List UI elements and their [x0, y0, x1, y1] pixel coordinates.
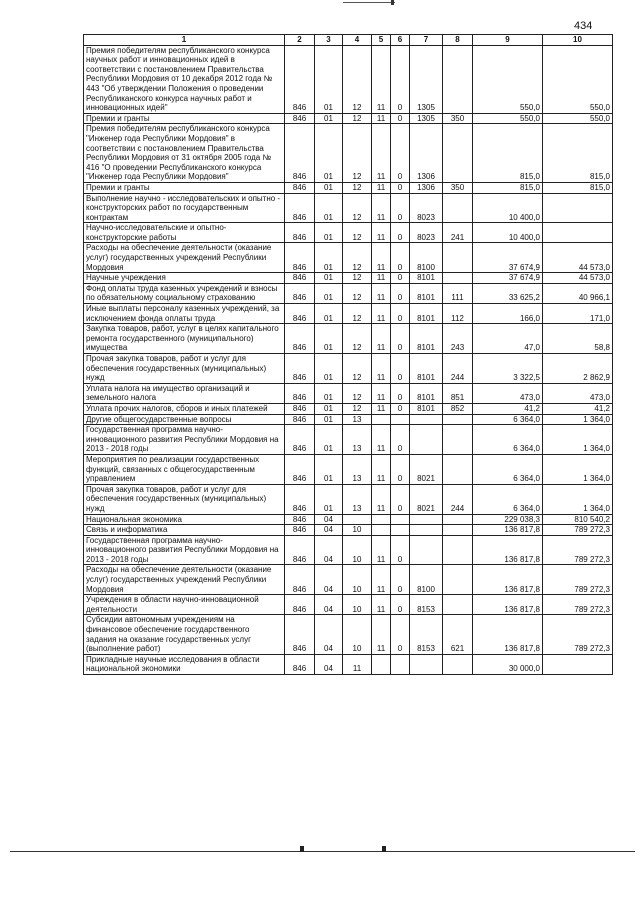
row-description: Фонд оплаты труда казенных учреждений и взносы по обязательному социальному страхованию — [84, 283, 285, 303]
col-header: 5 — [372, 35, 391, 46]
code-cell: 13 — [343, 484, 372, 514]
code-cell: 10 — [343, 525, 372, 536]
amount-cell: 58,8 — [543, 324, 613, 354]
code-cell — [391, 414, 410, 425]
table-row — [84, 525, 613, 536]
table-row — [84, 383, 613, 403]
amount-cell: 166,0 — [473, 304, 543, 324]
row-description: Расходы на обеспечение деятельности (оказание услуг) государственных учреждений Республики Мордовия — [84, 243, 285, 273]
table-row — [84, 565, 613, 595]
code-cell — [410, 525, 443, 536]
row-description: Иные выплаты персоналу казенных учреждений, за исключением фонда оплаты труда — [84, 304, 285, 324]
budget-table — [83, 34, 613, 675]
code-cell: 11 — [372, 454, 391, 484]
table-row — [84, 324, 613, 354]
amount-cell: 550,0 — [473, 45, 543, 113]
code-cell: 12 — [343, 223, 372, 243]
code-cell: 0 — [391, 283, 410, 303]
code-cell: 01 — [315, 324, 343, 354]
amount-cell: 33 625,2 — [473, 283, 543, 303]
amount-cell: 550,0 — [473, 113, 543, 124]
code-cell: 846 — [285, 182, 315, 193]
row-description: Связь и информатика — [84, 525, 285, 536]
code-cell: 01 — [315, 304, 343, 324]
code-cell: 846 — [285, 484, 315, 514]
amount-cell: 789 272,3 — [543, 615, 613, 654]
amount-cell: 44 573,0 — [543, 243, 613, 273]
code-cell: 12 — [343, 324, 372, 354]
code-cell: 01 — [315, 182, 343, 193]
code-cell: 8023 — [410, 223, 443, 243]
amount-cell: 550,0 — [543, 113, 613, 124]
table-row — [84, 615, 613, 654]
row-description: Другие общегосударственные вопросы — [84, 414, 285, 425]
code-cell: 846 — [285, 354, 315, 384]
code-cell: 12 — [343, 243, 372, 273]
amount-cell: 789 272,3 — [543, 565, 613, 595]
code-cell: 10 — [343, 595, 372, 615]
table-row — [84, 403, 613, 414]
code-cell: 846 — [285, 223, 315, 243]
code-cell: 846 — [285, 414, 315, 425]
amount-cell: 6 364,0 — [473, 414, 543, 425]
code-cell — [443, 124, 473, 183]
code-cell: 8101 — [410, 273, 443, 284]
code-cell: 8100 — [410, 565, 443, 595]
row-description: Научные учреждения — [84, 273, 285, 284]
code-cell: 8021 — [410, 484, 443, 514]
code-cell — [343, 514, 372, 525]
amount-cell: 136 817,8 — [473, 615, 543, 654]
code-cell: 01 — [315, 354, 343, 384]
row-description: Уплата налога на имущество организаций и земельного налога — [84, 383, 285, 403]
code-cell — [391, 654, 410, 674]
col-header: 2 — [285, 35, 315, 46]
row-description: Субсидии автономным учреждениям на финансовое обеспечение государственного задания на оказание государственных услуг (выполнение работ) — [84, 615, 285, 654]
code-cell: 04 — [315, 595, 343, 615]
code-cell: 12 — [343, 354, 372, 384]
col-header: 3 — [315, 35, 343, 46]
amount-cell: 10 400,0 — [473, 193, 543, 223]
amount-cell: 1 364,0 — [543, 484, 613, 514]
code-cell — [410, 425, 443, 455]
code-cell: 846 — [285, 383, 315, 403]
code-cell — [443, 525, 473, 536]
code-cell: 846 — [285, 243, 315, 273]
code-cell: 04 — [315, 654, 343, 674]
code-cell: 846 — [285, 514, 315, 525]
row-description: Уплата прочих налогов, сборов и иных платежей — [84, 403, 285, 414]
amount-cell: 810 540,2 — [543, 514, 613, 525]
code-cell: 11 — [372, 383, 391, 403]
amount-cell: 171,0 — [543, 304, 613, 324]
code-cell: 0 — [391, 193, 410, 223]
code-cell: 11 — [372, 354, 391, 384]
amount-cell: 47,0 — [473, 324, 543, 354]
amount-cell: 40 966,1 — [543, 283, 613, 303]
code-cell: 13 — [343, 414, 372, 425]
table-row — [84, 414, 613, 425]
amount-cell: 1 364,0 — [543, 425, 613, 455]
amount-cell: 789 272,3 — [543, 535, 613, 565]
amount-cell: 815,0 — [543, 124, 613, 183]
code-cell: 04 — [315, 525, 343, 536]
code-cell: 0 — [391, 223, 410, 243]
code-cell: 846 — [285, 45, 315, 113]
code-cell: 621 — [443, 615, 473, 654]
code-cell: 1305 — [410, 113, 443, 124]
code-cell: 11 — [372, 113, 391, 124]
code-cell: 8021 — [410, 454, 443, 484]
table-body — [84, 45, 613, 674]
code-cell: 0 — [391, 484, 410, 514]
code-cell: 0 — [391, 113, 410, 124]
scan-tick — [300, 846, 304, 852]
code-cell: 1306 — [410, 124, 443, 183]
code-cell: 8023 — [410, 193, 443, 223]
code-cell: 11 — [372, 484, 391, 514]
row-description: Расходы на обеспечение деятельности (оказание услуг) государственных учреждений Республики Мордовия — [84, 565, 285, 595]
code-cell: 8101 — [410, 403, 443, 414]
code-cell: 01 — [315, 484, 343, 514]
code-cell: 0 — [391, 243, 410, 273]
code-cell: 12 — [343, 403, 372, 414]
amount-cell: 10 400,0 — [473, 223, 543, 243]
amount-cell — [543, 223, 613, 243]
col-header: 6 — [391, 35, 410, 46]
code-cell: 846 — [285, 615, 315, 654]
amount-cell: 815,0 — [473, 182, 543, 193]
code-cell: 01 — [315, 283, 343, 303]
code-cell: 11 — [372, 425, 391, 455]
code-cell: 01 — [315, 193, 343, 223]
code-cell: 0 — [391, 304, 410, 324]
code-cell — [391, 525, 410, 536]
code-cell: 04 — [315, 535, 343, 565]
amount-cell: 1 364,0 — [543, 454, 613, 484]
code-cell: 11 — [372, 615, 391, 654]
amount-cell: 1 364,0 — [543, 414, 613, 425]
table-row — [84, 654, 613, 674]
code-cell — [410, 654, 443, 674]
code-cell: 0 — [391, 535, 410, 565]
code-cell: 11 — [372, 243, 391, 273]
amount-cell: 473,0 — [473, 383, 543, 403]
table-row — [84, 514, 613, 525]
code-cell: 01 — [315, 414, 343, 425]
code-cell: 846 — [285, 654, 315, 674]
table-row — [84, 595, 613, 615]
code-cell — [443, 565, 473, 595]
amount-cell: 789 272,3 — [543, 525, 613, 536]
code-cell: 846 — [285, 595, 315, 615]
code-cell: 01 — [315, 223, 343, 243]
code-cell: 846 — [285, 113, 315, 124]
amount-cell: 30 000,0 — [473, 654, 543, 674]
amount-cell: 789 272,3 — [543, 595, 613, 615]
code-cell: 0 — [391, 565, 410, 595]
code-cell: 04 — [315, 565, 343, 595]
col-header: 7 — [410, 35, 443, 46]
code-cell: 11 — [372, 182, 391, 193]
code-cell — [443, 193, 473, 223]
code-cell: 846 — [285, 525, 315, 536]
amount-cell: 3 322,5 — [473, 354, 543, 384]
row-description: Национальная экономика — [84, 514, 285, 525]
code-cell: 0 — [391, 124, 410, 183]
code-cell: 12 — [343, 182, 372, 193]
code-cell: 10 — [343, 615, 372, 654]
code-cell: 846 — [285, 304, 315, 324]
code-cell: 12 — [343, 193, 372, 223]
code-cell: 12 — [343, 45, 372, 113]
code-cell: 01 — [315, 243, 343, 273]
code-cell — [443, 514, 473, 525]
code-cell: 0 — [391, 324, 410, 354]
code-cell: 04 — [315, 615, 343, 654]
table-row — [84, 354, 613, 384]
amount-cell: 136 817,8 — [473, 525, 543, 536]
code-cell: 846 — [285, 283, 315, 303]
amount-cell: 136 817,8 — [473, 535, 543, 565]
amount-cell: 6 364,0 — [473, 454, 543, 484]
row-description: Государственная программа научно-инновационного развития Республики Мордовия на 2013 - 2018 годы — [84, 535, 285, 565]
row-description: Прикладные научные исследования в области национальной экономики — [84, 654, 285, 674]
code-cell: 01 — [315, 273, 343, 284]
code-cell: 13 — [343, 454, 372, 484]
code-cell: 11 — [343, 654, 372, 674]
amount-cell: 6 364,0 — [473, 484, 543, 514]
header-row — [84, 35, 613, 46]
row-description: Премия победителям республиканского конкурса "Инженер года Республики Мордовия" в соответствии с постановлением Правительства Республики Мордовия от 31 октября 2005 года № 416 "О проведении Республиканского конкурса "Инженер года Республики Мордовия" — [84, 124, 285, 183]
table-row — [84, 182, 613, 193]
amount-cell: 550,0 — [543, 45, 613, 113]
row-description: Мероприятия по реализации государственных функций, связанных с общегосударственным управлением — [84, 454, 285, 484]
code-cell: 350 — [443, 182, 473, 193]
table-row — [84, 124, 613, 183]
scan-tick — [382, 846, 386, 852]
code-cell: 112 — [443, 304, 473, 324]
code-cell — [443, 535, 473, 565]
code-cell: 10 — [343, 535, 372, 565]
code-cell: 846 — [285, 193, 315, 223]
table-row — [84, 193, 613, 223]
amount-cell: 815,0 — [473, 124, 543, 183]
row-description: Учреждения в области научно-инновационной деятельности — [84, 595, 285, 615]
code-cell: 12 — [343, 283, 372, 303]
table-row — [84, 304, 613, 324]
code-cell — [391, 514, 410, 525]
table-row — [84, 45, 613, 113]
code-cell: 244 — [443, 354, 473, 384]
code-cell: 11 — [372, 403, 391, 414]
code-cell: 0 — [391, 425, 410, 455]
col-header: 1 — [84, 35, 285, 46]
table-row — [84, 223, 613, 243]
amount-cell: 41,2 — [543, 403, 613, 414]
row-description: Закупка товаров, работ, услуг в целях капитального ремонта государственного (муниципального) имущества — [84, 324, 285, 354]
code-cell: 01 — [315, 45, 343, 113]
code-cell — [443, 454, 473, 484]
col-header: 8 — [443, 35, 473, 46]
code-cell: 11 — [372, 304, 391, 324]
code-cell: 846 — [285, 124, 315, 183]
code-cell: 8101 — [410, 383, 443, 403]
code-cell: 12 — [343, 304, 372, 324]
code-cell: 11 — [372, 595, 391, 615]
amount-cell: 136 817,8 — [473, 595, 543, 615]
code-cell: 8101 — [410, 304, 443, 324]
code-cell: 11 — [372, 324, 391, 354]
col-header: 9 — [473, 35, 543, 46]
row-description: Премии и гранты — [84, 182, 285, 193]
code-cell: 1306 — [410, 182, 443, 193]
code-cell: 846 — [285, 403, 315, 414]
table-row — [84, 425, 613, 455]
code-cell — [443, 595, 473, 615]
code-cell — [410, 514, 443, 525]
code-cell: 8100 — [410, 243, 443, 273]
code-cell: 12 — [343, 383, 372, 403]
code-cell — [443, 273, 473, 284]
table-row — [84, 113, 613, 124]
col-header: 4 — [343, 35, 372, 46]
code-cell: 0 — [391, 45, 410, 113]
code-cell — [410, 414, 443, 425]
code-cell — [372, 414, 391, 425]
code-cell: 0 — [391, 273, 410, 284]
code-cell — [443, 45, 473, 113]
code-cell: 0 — [391, 182, 410, 193]
code-cell — [372, 525, 391, 536]
code-cell: 8101 — [410, 283, 443, 303]
page-number: 434 — [574, 20, 593, 32]
code-cell: 846 — [285, 324, 315, 354]
code-cell: 846 — [285, 454, 315, 484]
code-cell: 01 — [315, 383, 343, 403]
code-cell: 11 — [372, 283, 391, 303]
code-cell: 0 — [391, 454, 410, 484]
code-cell: 8101 — [410, 324, 443, 354]
code-cell: 11 — [372, 565, 391, 595]
code-cell: 11 — [372, 273, 391, 284]
code-cell: 01 — [315, 113, 343, 124]
code-cell: 8101 — [410, 354, 443, 384]
row-description: Научно-исследовательские и опытно-конструкторские работы — [84, 223, 285, 243]
code-cell: 0 — [391, 403, 410, 414]
code-cell: 8153 — [410, 595, 443, 615]
amount-cell: 473,0 — [543, 383, 613, 403]
code-cell: 04 — [315, 514, 343, 525]
code-cell: 11 — [372, 193, 391, 223]
code-cell: 01 — [315, 425, 343, 455]
code-cell: 11 — [372, 45, 391, 113]
code-cell: 13 — [343, 425, 372, 455]
code-cell: 846 — [285, 273, 315, 284]
code-cell: 846 — [285, 425, 315, 455]
code-cell — [443, 243, 473, 273]
amount-cell: 2 862,9 — [543, 354, 613, 384]
code-cell: 111 — [443, 283, 473, 303]
code-cell: 8153 — [410, 615, 443, 654]
row-description: Премия победителям республиканского конкурса научных работ и инновационных идей в соответствии с постановлением Правительства Республики Мордовия от 10 декабря 2012 года № 443 "Об утверждении Положения о проведении Республиканского конкурса научных работ и инновационных идей" — [84, 45, 285, 113]
code-cell: 11 — [372, 535, 391, 565]
amount-cell — [543, 193, 613, 223]
code-cell: 0 — [391, 354, 410, 384]
table-row — [84, 273, 613, 284]
code-cell: 0 — [391, 595, 410, 615]
code-cell: 01 — [315, 454, 343, 484]
code-cell: 846 — [285, 535, 315, 565]
code-cell: 1305 — [410, 45, 443, 113]
table-row — [84, 454, 613, 484]
row-description: Государственная программа научно-инновационного развития Республики Мордовия на 2013 - 2018 годы — [84, 425, 285, 455]
code-cell — [410, 535, 443, 565]
amount-cell: 6 364,0 — [473, 425, 543, 455]
code-cell: 12 — [343, 124, 372, 183]
col-header: 10 — [543, 35, 613, 46]
amount-cell: 815,0 — [543, 182, 613, 193]
code-cell — [372, 654, 391, 674]
code-cell: 846 — [285, 565, 315, 595]
amount-cell: 44 573,0 — [543, 273, 613, 284]
code-cell: 350 — [443, 113, 473, 124]
row-description: Прочая закупка товаров, работ и услуг для обеспечения государственных (муниципальных) нужд — [84, 484, 285, 514]
code-cell — [372, 514, 391, 525]
code-cell: 01 — [315, 403, 343, 414]
amount-cell: 37 674,9 — [473, 243, 543, 273]
row-description: Премии и гранты — [84, 113, 285, 124]
code-cell: 11 — [372, 223, 391, 243]
table-row — [84, 484, 613, 514]
code-cell — [443, 425, 473, 455]
code-cell: 11 — [372, 124, 391, 183]
amount-cell — [543, 654, 613, 674]
code-cell — [443, 414, 473, 425]
code-cell: 243 — [443, 324, 473, 354]
amount-cell: 37 674,9 — [473, 273, 543, 284]
amount-cell: 41,2 — [473, 403, 543, 414]
scan-mark-top — [343, 2, 395, 6]
code-cell: 244 — [443, 484, 473, 514]
scan-line-bottom — [10, 851, 635, 852]
code-cell: 852 — [443, 403, 473, 414]
code-cell: 12 — [343, 273, 372, 284]
amount-cell: 136 817,8 — [473, 565, 543, 595]
code-cell: 12 — [343, 113, 372, 124]
code-cell: 10 — [343, 565, 372, 595]
code-cell: 851 — [443, 383, 473, 403]
code-cell: 0 — [391, 383, 410, 403]
code-cell: 241 — [443, 223, 473, 243]
table-row — [84, 535, 613, 565]
table-row — [84, 283, 613, 303]
code-cell: 01 — [315, 124, 343, 183]
table-row — [84, 243, 613, 273]
row-description: Выполнение научно - исследовательских и опытно - конструкторских работ по государственным контрактам — [84, 193, 285, 223]
row-description: Прочая закупка товаров, работ и услуг для обеспечения государственных (муниципальных) нужд — [84, 354, 285, 384]
code-cell — [443, 654, 473, 674]
code-cell: 0 — [391, 615, 410, 654]
amount-cell: 229 038,3 — [473, 514, 543, 525]
